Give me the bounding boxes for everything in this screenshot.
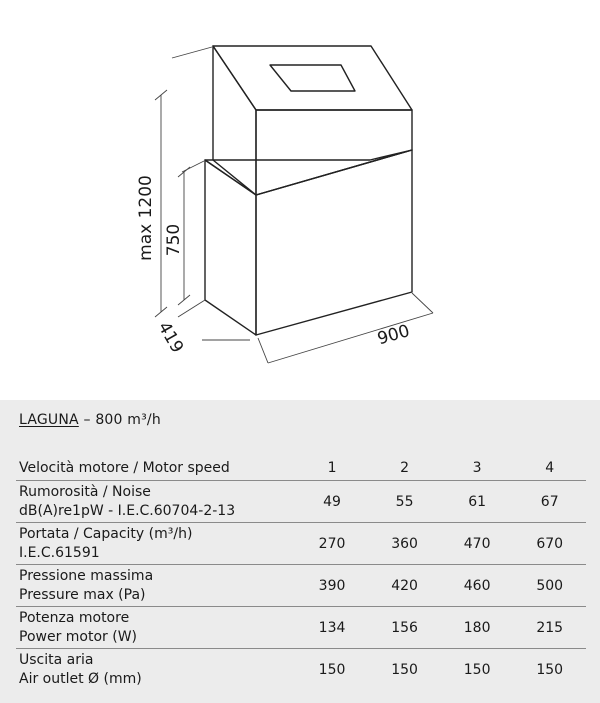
- table-header-row: [16, 452, 586, 481]
- speed-3: 3: [441, 452, 514, 481]
- body-front-face: [256, 150, 412, 335]
- speed-4: 4: [513, 452, 586, 481]
- table-cell: 49: [296, 481, 369, 523]
- speed-1: 1: [296, 452, 369, 481]
- motor-speed-label: Velocità motore / Motor speed: [16, 452, 296, 481]
- chimney-front-face: [256, 110, 412, 195]
- width-extension-left: [258, 338, 268, 363]
- spec-title: [19, 412, 161, 428]
- body-top-face: [205, 150, 412, 195]
- table-cell: 55: [368, 481, 441, 523]
- table-cell: 460: [441, 565, 514, 607]
- depth-extension: [178, 300, 205, 317]
- table-cell: 150: [536, 661, 564, 678]
- speed-2: 2: [368, 452, 441, 481]
- table-row-pressure: [16, 565, 586, 607]
- table-cell: 390: [296, 565, 369, 607]
- airflow-rating: – 800 m³/h: [78, 412, 161, 428]
- table-cell: 67: [513, 481, 586, 523]
- row-label: Rumorosità / Noise dB(A)re1pW - I.E.C.60704-2-13: [16, 481, 296, 523]
- table-cell: 156: [368, 607, 441, 649]
- max-height-label: max 1200: [136, 175, 156, 261]
- table-cell: 150: [463, 661, 491, 678]
- height-label: 750: [164, 223, 184, 257]
- table-row-air-outlet: [16, 649, 586, 691]
- spec-sheet: [0, 400, 600, 703]
- table-cell: 150: [391, 661, 418, 678]
- table-cell: 150: [318, 661, 346, 678]
- table-row-power: [16, 607, 586, 649]
- row-label: Uscita aria Air outlet Ø (mm): [19, 651, 142, 687]
- depth-label: 419: [153, 318, 188, 357]
- model-name: LAGUNA: [19, 412, 79, 428]
- chimney-top-face: [213, 46, 412, 110]
- table-cell: 270: [296, 523, 369, 565]
- table-cell: 420: [368, 565, 441, 607]
- width-extension-right: [412, 293, 433, 313]
- table-row-noise: [16, 481, 586, 523]
- table-cell: 470: [441, 523, 514, 565]
- table-cell: 180: [441, 607, 514, 649]
- table-cell: 215: [513, 607, 586, 649]
- row-label: Potenza motore Power motor (W): [16, 607, 296, 649]
- row-label: Pressione massima Pressure max (Pa): [16, 565, 296, 607]
- chimney-side-face: [213, 46, 256, 195]
- table-cell: 61: [441, 481, 514, 523]
- table-cell: 670: [513, 523, 586, 565]
- table-cell: 360: [368, 523, 441, 565]
- table-cell: 134: [296, 607, 369, 649]
- table-cell: 500: [513, 565, 586, 607]
- width-label: 900: [375, 321, 412, 350]
- chimney-outlet-opening: [270, 65, 355, 91]
- max-height-extension-top: [172, 47, 212, 58]
- table-row-capacity: [16, 523, 586, 565]
- row-label: Portata / Capacity (m³/h) I.E.C.61591: [16, 523, 296, 565]
- spec-table: [16, 452, 586, 690]
- body-side-face: [205, 160, 256, 335]
